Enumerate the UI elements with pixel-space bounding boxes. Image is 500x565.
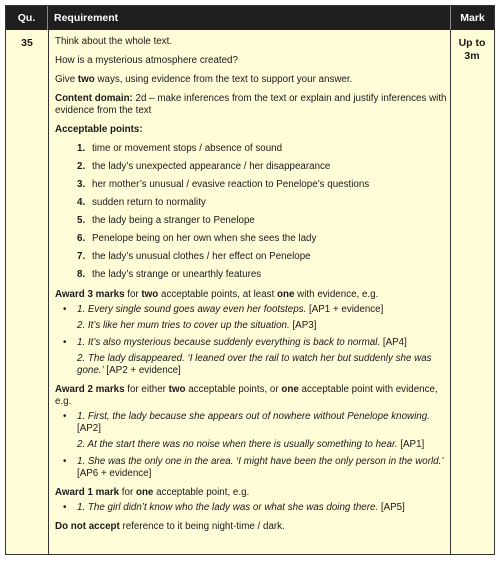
example-item: • 1. The girl didn’t know who the lady was or what she was doing there. [AP5]: [63, 502, 405, 513]
example-item: • 1. First, the lady because she appears out of nowhere without Penelope knowing. [AP2]: [63, 411, 430, 434]
bullet-icon: •: [63, 304, 67, 315]
acceptable-points-list: [55, 143, 447, 281]
list-item: 3. her mother’s unusual / evasive reaction to Penelope’s questions: [77, 179, 370, 190]
example-subitem: 2. At the start there was no noise when there is usually something to hear. [AP1]: [77, 439, 425, 450]
example-subitem: 2. The lady disappeared. ‘I leaned over the rail to watch her but suddenly she was gone.’ [AP2 + evidence]: [77, 353, 432, 376]
header-requirement: Requirement: [54, 12, 119, 24]
mark-scheme-table: [5, 5, 495, 555]
column-divider: [450, 30, 451, 554]
bullet-icon: •: [63, 411, 67, 422]
award-2-marks: Award 2 marks for either two acceptable points, or one acceptable point with evidence, e.g.: [55, 384, 438, 407]
header-mark: Mark: [450, 6, 494, 30]
mark-value: Up to 3m: [458, 37, 486, 62]
prompt-instruction: Give two ways, using evidence from the text to support your answer.: [55, 74, 353, 85]
list-item: 1. time or movement stops / absence of sound: [77, 143, 283, 154]
bullet-icon: •: [63, 502, 67, 513]
example-item: • 1. It’s also mysterious because suddenly everything is back to normal. [AP4]: [63, 337, 407, 348]
do-not-accept: Do not accept reference to it being night-time / dark.: [55, 521, 285, 532]
example-item: • 1. She was the only one in the area. ‘I might have been the only person in the world.’ [AP6 + evidence]: [63, 456, 444, 479]
list-item: 5. the lady being a stranger to Penelope: [77, 215, 255, 226]
example-subitem: 2. It’s like her mum tries to cover up the situation. [AP3]: [77, 320, 317, 331]
content-domain: Content domain: 2d – make inferences from the text or explain and justify inferences with evidence from the text: [55, 93, 447, 116]
column-divider: [48, 30, 49, 554]
table-header: [6, 6, 494, 30]
question-number: 35: [21, 37, 33, 49]
example-item: • 1. Every single sound goes away even her footsteps. [AP1 + evidence]: [63, 304, 384, 315]
list-item: 7. the lady’s unusual clothes / her effect on Penelope: [77, 251, 311, 262]
list-item: 8. the lady’s strange or unearthly features: [77, 269, 262, 280]
header-qu: Qu.: [6, 6, 48, 30]
list-item: 4. sudden return to normality: [77, 197, 206, 208]
list-item: 6. Penelope being on her own when she sees the lady: [77, 233, 317, 244]
list-item: 2. the lady’s unexpected appearance / her disappearance: [77, 161, 331, 172]
award-3-marks: Award 3 marks for two acceptable points, at least one with evidence, e.g.: [55, 289, 379, 300]
prompt-line: How is a mysterious atmosphere created?: [55, 55, 238, 66]
prompt-line: Think about the whole text.: [55, 36, 173, 47]
award-1-mark: Award 1 mark for one acceptable point, e.g.: [55, 487, 250, 498]
bullet-icon: •: [63, 456, 67, 467]
acceptable-points-label: Acceptable points:: [55, 124, 143, 135]
bullet-icon: •: [63, 337, 67, 348]
requirement-cell: [55, 36, 447, 533]
